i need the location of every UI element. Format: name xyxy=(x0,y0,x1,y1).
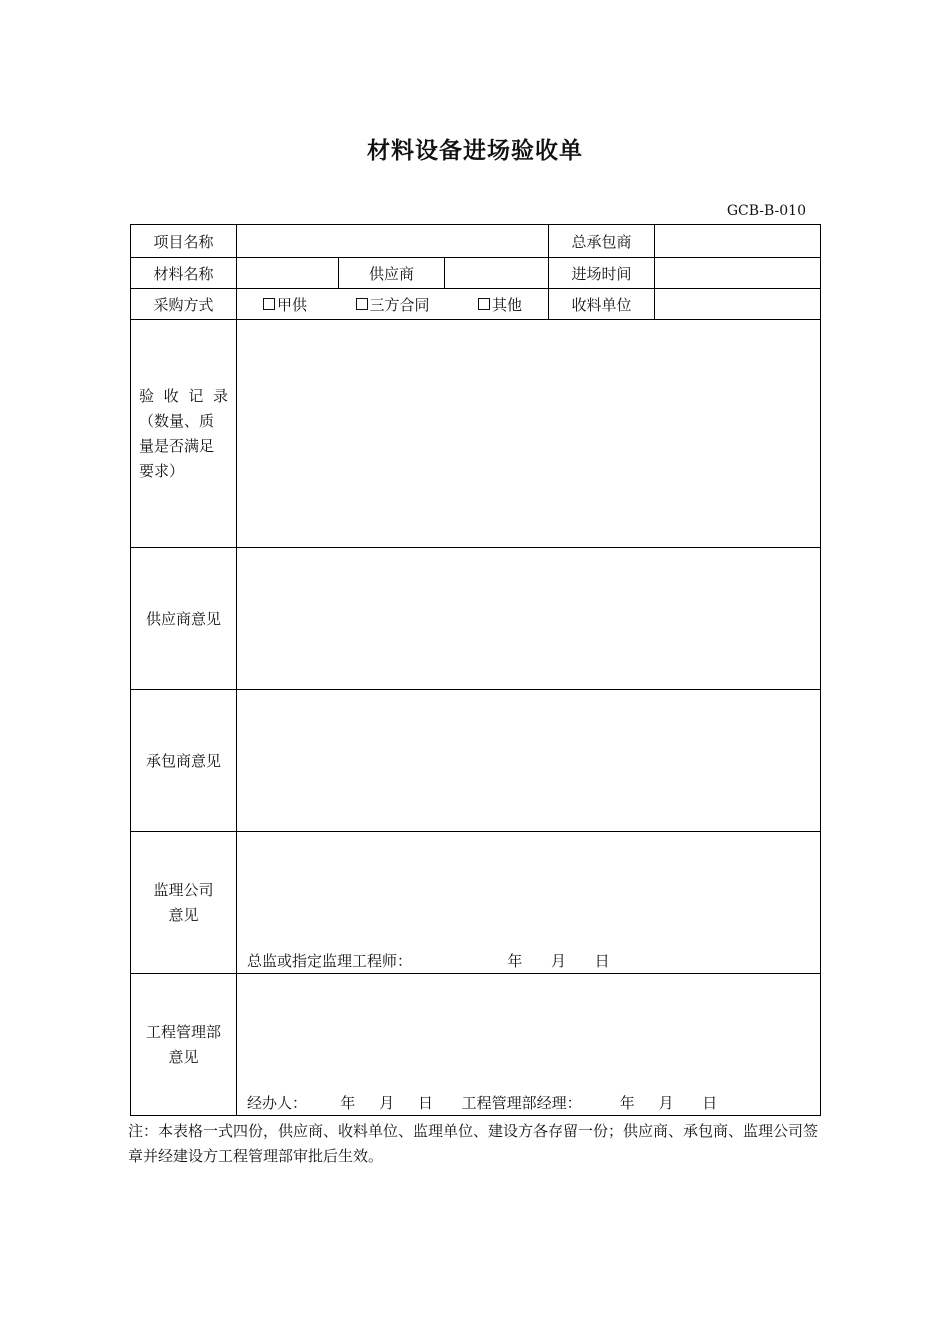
engineering-dept-opinion-label xyxy=(131,974,237,1116)
label-line: 意见 xyxy=(168,1047,199,1066)
label-line: 监理公司 xyxy=(153,880,214,899)
option-label: 三方合同 xyxy=(369,295,430,314)
purchase-method-label: 采购方式 xyxy=(131,289,237,320)
engineering-dept-signature-line: 经办人： 年 月 日 工程管理部经理： 年 月 日 xyxy=(247,1094,718,1112)
general-contractor-field[interactable] xyxy=(655,225,821,258)
form-title: 材料设备进场验收单 xyxy=(367,138,583,164)
row-supplier-opinion xyxy=(131,548,821,690)
label-line: 验 收 记 录 xyxy=(139,386,228,405)
checkbox-icon[interactable] xyxy=(263,298,275,310)
receiving-unit-field[interactable] xyxy=(655,289,821,320)
option-label: 其他 xyxy=(492,295,523,314)
project-name-field[interactable] xyxy=(237,225,549,258)
checkbox-icon[interactable] xyxy=(356,298,368,310)
option-tripartite-contract[interactable] xyxy=(356,294,430,315)
row-contractor-opinion xyxy=(131,690,821,832)
footnote: 注：本表格一式四份，供应商、收料单位、监理单位、建设方各存留一份；供应商、承包商、监理公司签章并经建设方工程管理部审批后生效。 xyxy=(128,1122,819,1165)
form-code: GCB-B-010 xyxy=(726,203,806,219)
label-line: 意见 xyxy=(168,905,199,924)
row-acceptance-record xyxy=(131,320,821,548)
row-engineering-dept-opinion xyxy=(131,974,821,1116)
supervisor-signature-line: 总监或指定监理工程师： 年 月 日 xyxy=(247,952,610,970)
supplier-opinion-field[interactable] xyxy=(237,548,821,690)
general-contractor-label: 总承包商 xyxy=(549,225,655,258)
purchase-method-options xyxy=(237,289,549,320)
acceptance-record-field[interactable] xyxy=(237,320,821,548)
option-label: 甲供 xyxy=(277,295,308,314)
entry-time-label: 进场时间 xyxy=(549,258,655,289)
acceptance-record-label xyxy=(131,320,237,548)
label-line: 要求） xyxy=(139,461,185,480)
label-line: 量是否满足 xyxy=(139,436,215,455)
label-line: （数量、质 xyxy=(139,411,215,430)
label-line: 工程管理部 xyxy=(145,1022,221,1041)
contractor-opinion-label: 承包商意见 xyxy=(131,690,237,832)
contractor-opinion-field[interactable] xyxy=(237,690,821,832)
option-other[interactable] xyxy=(478,294,522,315)
supplier-label: 供应商 xyxy=(339,258,445,289)
material-name-label: 材料名称 xyxy=(131,258,237,289)
supplier-field[interactable] xyxy=(445,258,549,289)
material-name-field[interactable] xyxy=(237,258,339,289)
receiving-unit-label: 收料单位 xyxy=(549,289,655,320)
engineering-dept-opinion-field[interactable] xyxy=(237,974,821,1116)
entry-time-field[interactable] xyxy=(655,258,821,289)
checkbox-icon[interactable] xyxy=(478,298,490,310)
row-purchase xyxy=(131,289,821,320)
supplier-opinion-label: 供应商意见 xyxy=(131,548,237,690)
supervisor-opinion-field[interactable] xyxy=(237,832,821,974)
row-project xyxy=(131,225,821,258)
option-owner-supplied[interactable] xyxy=(263,294,307,315)
row-supervisor-opinion xyxy=(131,832,821,974)
project-name-label: 项目名称 xyxy=(131,225,237,258)
supervisor-opinion-label xyxy=(131,832,237,974)
acceptance-form-table xyxy=(130,224,821,1116)
row-material xyxy=(131,258,821,289)
